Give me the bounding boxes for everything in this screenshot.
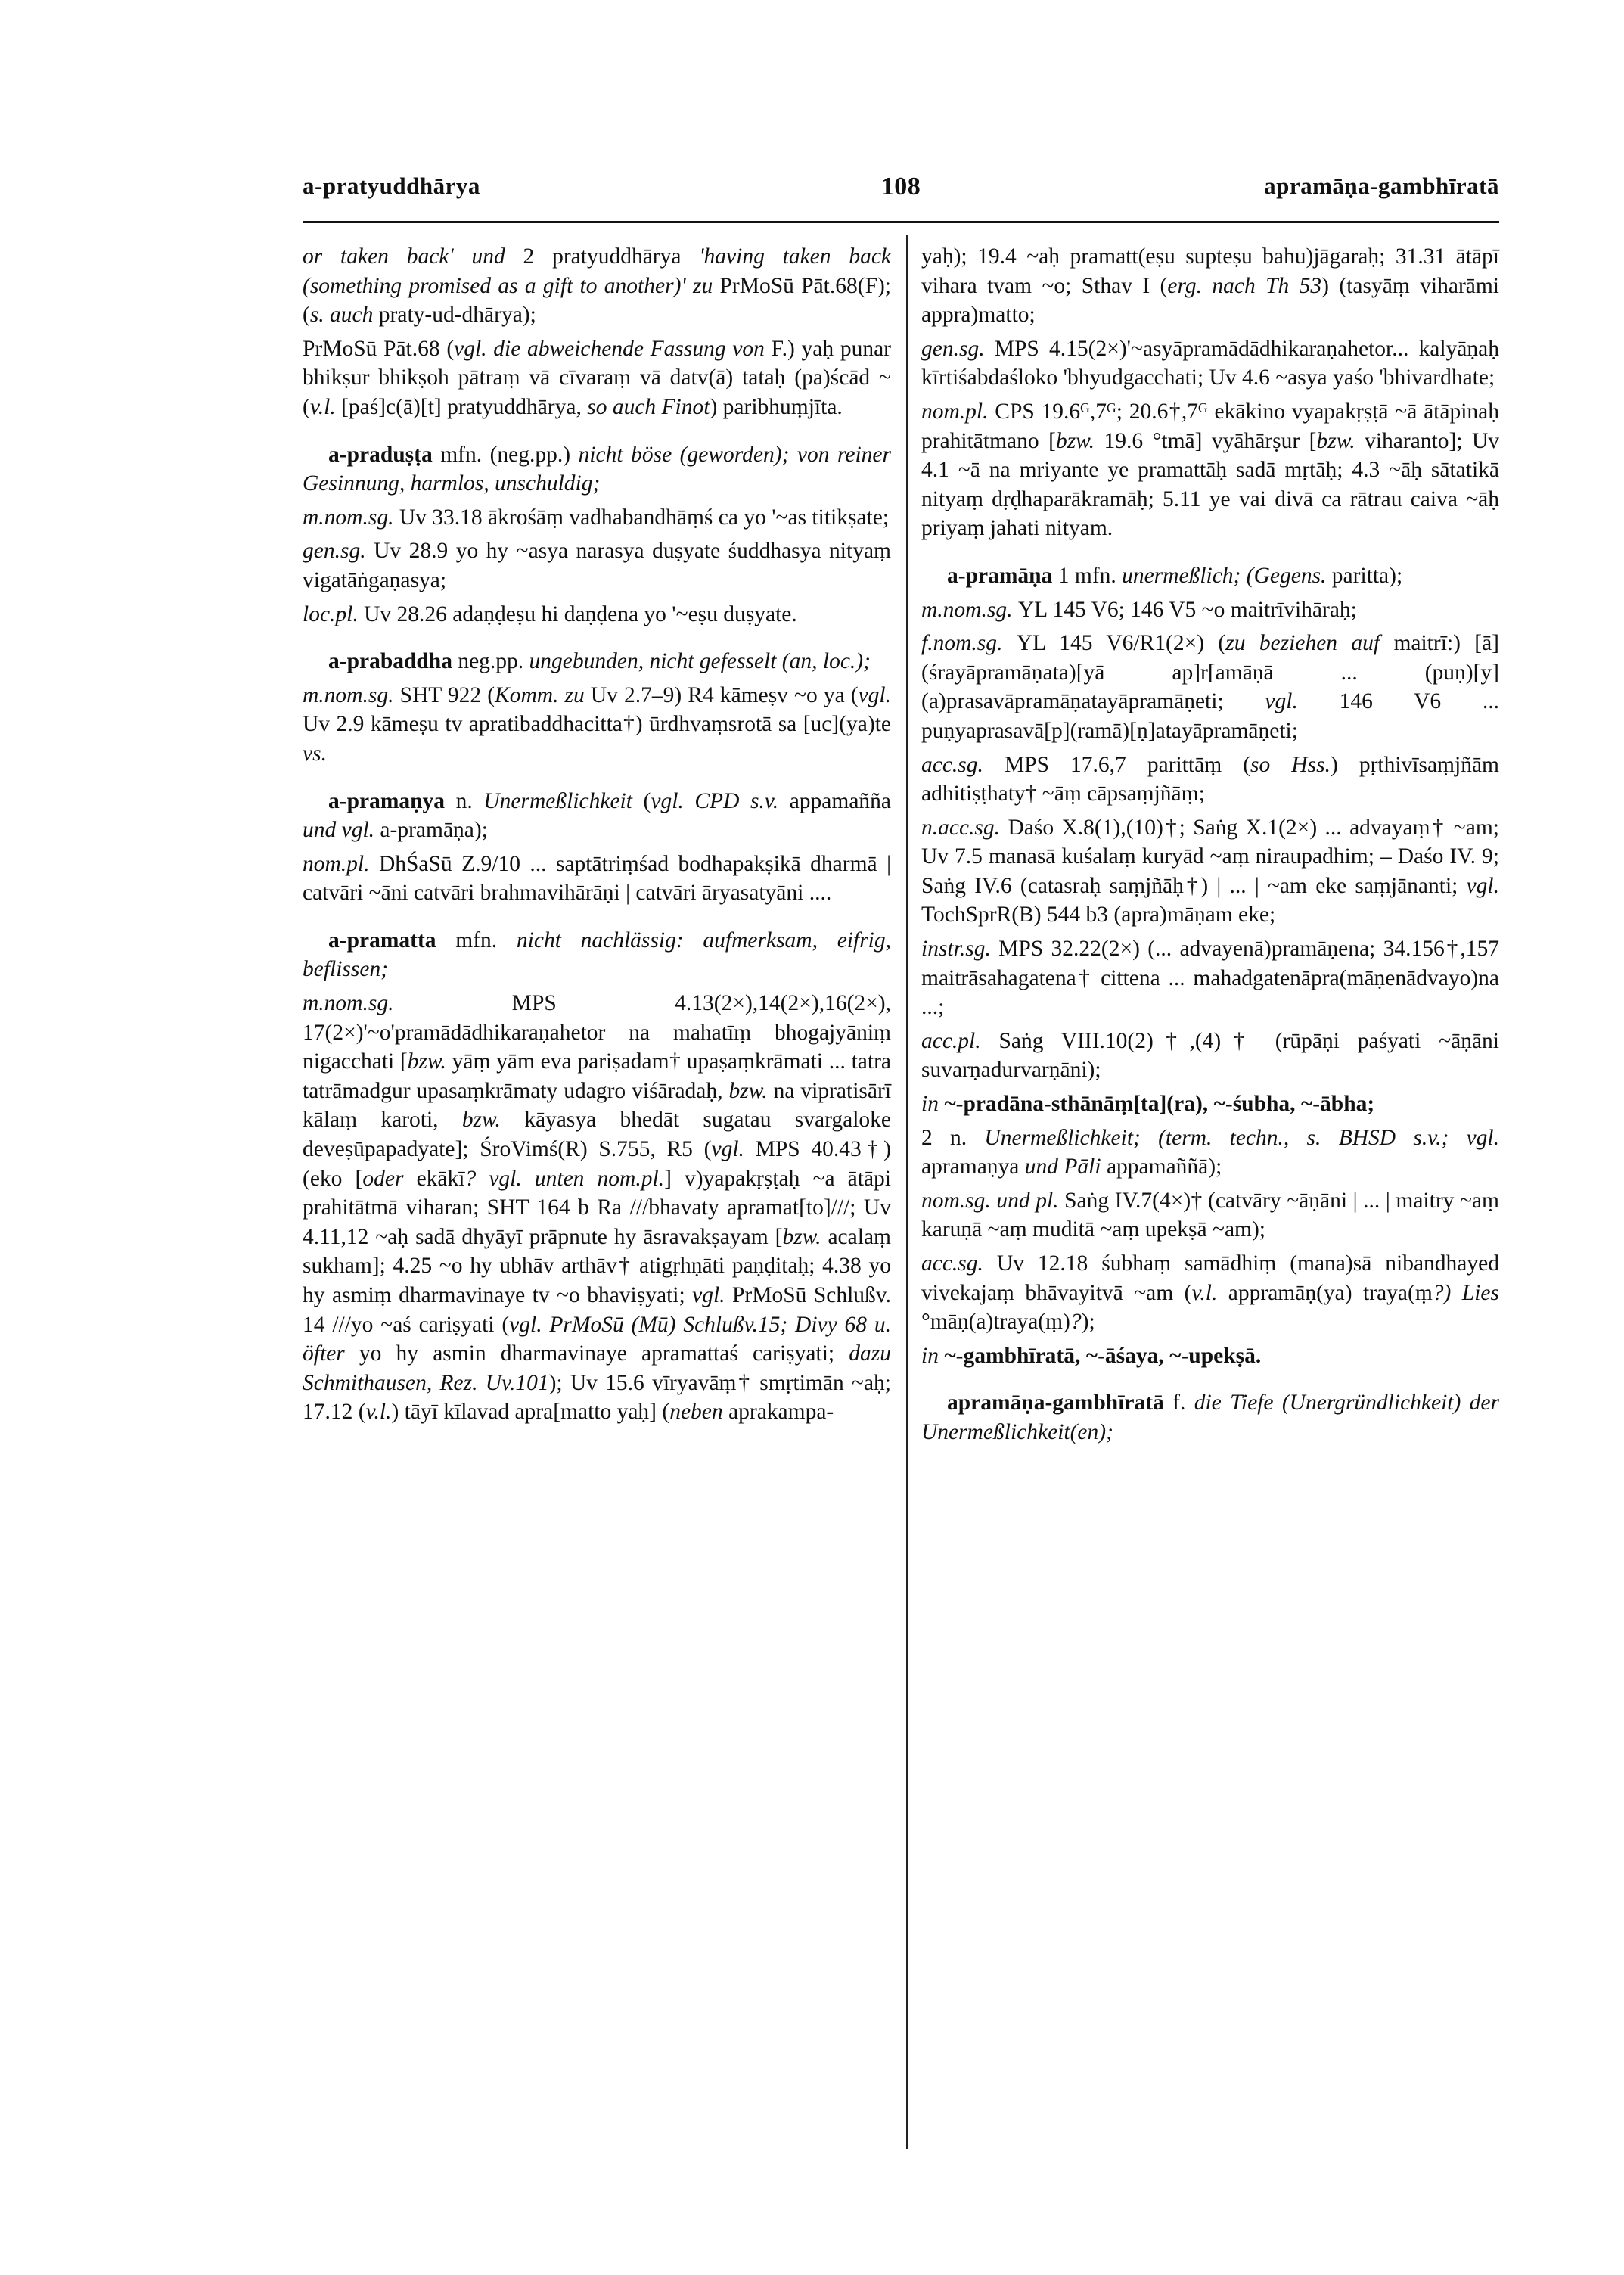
entry-text: F.) yaḥ punar bhikṣur bhikṣoh pātraṃ vā cīvaraṃ vā datv(ā) tataḥ (pa)ścād ~ (: [303, 336, 891, 419]
italic-gloss: bzw.: [1055, 428, 1104, 453]
entry-paragraph: [303, 536, 891, 595]
italic-gloss: und vgl.: [303, 818, 380, 843]
italic-gloss: Unermeßlichkeit; (term. techn., s. BHSD s.v.; vgl.: [984, 1125, 1499, 1150]
entry-paragraph: [921, 629, 1499, 745]
entry-text: appamaññā);: [1106, 1155, 1222, 1179]
entry-text: viharanto]; Uv 4.1 ~ā na mriyante ye pramattāḥ sadā mṛtāḥ; 4.3 ~āḥ sātatikā nityaṃ dṛḍhaparākramāḥ; 5.11 ye vai divā ca rātrau caiva ~āḥ priyaṃ jahati nityam.: [921, 428, 1500, 541]
italic-gloss: m.nom.sg.: [303, 991, 512, 1016]
entry-paragraph: [921, 595, 1499, 625]
entry-text: yaḥ); 19.4 ~aḥ pramatt(eṣu supteṣu bahu)jāgaraḥ; 31.31 ātāpī vihara tvam ~o; Sthav I (: [921, 244, 1499, 298]
entry-text: ) pṛthivīsaṃjñām adhitiṣṭhaty† ~āṃ cāpsaṃjñāṃ;: [921, 752, 1499, 807]
italic-gloss: vgl. die abweichende Fassung von: [454, 336, 772, 361]
italic-gloss: dazu Schmithausen, Rez. Uv.101: [303, 1341, 891, 1395]
italic-gloss: acc.sg.: [921, 752, 1005, 777]
italic-gloss: m.nom.sg.: [303, 505, 399, 530]
entry-text: );: [1081, 1310, 1095, 1335]
entry-text: acalaṃ sukham]; 4.25 ~o hy ubhāv arthāv† atigṛhṇāti paṇḍitaḥ; 4.38 yo hy asmiṃ dharmavinaye tv ~o bhaviṣyati;: [303, 1224, 891, 1307]
italic-gloss: instr.sg.: [921, 937, 999, 962]
entry-paragraph: [921, 1249, 1499, 1337]
entry-text: Uv 28.26 adaṇḍeṣu hi daṇḍena yo '~eṣu duṣyate.: [364, 601, 797, 626]
italic-gloss: or taken back' und: [303, 244, 523, 269]
italic-gloss: v.l.: [1191, 1280, 1228, 1305]
italic-gloss: loc.pl.: [303, 601, 365, 626]
italic-gloss: erg. nach Th 53: [1167, 273, 1322, 298]
entry-paragraph: [921, 1089, 1499, 1119]
entry-paragraph: [303, 242, 891, 330]
entry-text: ] v)yapakṛṣṭaḥ ~a ātāpi prahitātmā viharan; SHT 164 b Ra ///bhavaty apramat[to]///; Uv 4.11,12 ~aḥ sadā dhyāyī prāpnute hy āsravakṣayam [: [303, 1166, 891, 1249]
entry-text: a-pramāṇa);: [380, 818, 488, 843]
entry-paragraph: [921, 242, 1499, 330]
left-column: [303, 242, 891, 1427]
italic-gloss: vgl. PrMoSū (Mū) Schlußv.15; Divy 68 u. öfter: [303, 1312, 891, 1366]
entry-text: DhŚaSū Z.9/10 ... saptātriṃśad bodhapakṣikā dharmā | catvāri ~āni catvāri brahmavihārāṇi | catvāri āryasatyāni ....: [303, 851, 891, 906]
italic-gloss: ?: [1070, 1310, 1082, 1335]
entry-paragraph: [303, 334, 891, 422]
italic-gloss: vs.: [303, 741, 327, 766]
entry-paragraph: [921, 813, 1499, 930]
entry-text: mfn. (neg.pp.): [440, 442, 579, 467]
italic-gloss: nom.pl.: [303, 851, 379, 876]
italic-gloss: nicht nachlässig: aufmerksam, eifrig, beflissen;: [303, 928, 891, 982]
italic-gloss: vgl.: [1265, 689, 1340, 714]
entry-text: ekākī: [416, 1166, 465, 1191]
header-right-headword: apramāṇa-gambhīratā: [1264, 172, 1499, 199]
italic-gloss: v.l.: [309, 394, 342, 419]
italic-gloss: vgl.: [692, 1283, 733, 1307]
italic-gloss: in: [921, 1343, 945, 1368]
entry-text: 1 mfn.: [1057, 563, 1123, 588]
entry-text: [paś]c(ā)[t] pratyuddhārya,: [341, 394, 588, 419]
headword: a-prabaddha: [328, 649, 458, 674]
entry-paragraph: [303, 600, 891, 629]
italic-gloss: vgl.: [711, 1137, 756, 1162]
entry-paragraph: [921, 934, 1499, 1022]
column-divider: [906, 235, 908, 2149]
entry-text: Saṅg VIII.10(2)†,(4)† (rūpāṇi paśyati ~āṇāni suvarṇadurvarṇāni);: [921, 1028, 1499, 1083]
entry-paragraph: [921, 334, 1499, 393]
italic-gloss: neben: [669, 1400, 729, 1425]
entry-text: TochSprR(B) 544 b3 (apra)māṇam eke;: [921, 903, 1276, 928]
italic-gloss: gen.sg.: [303, 539, 374, 564]
italic-gloss: ? vgl. unten nom.pl.: [464, 1166, 665, 1191]
entry-paragraph: [921, 1124, 1499, 1182]
entry-text: CPS 19.6ᴳ,7ᴳ; 20.6†,7ᴳ ekākino vyapakṛṣṭā ~ā ātāpinaḥ prahitātmano [: [921, 399, 1499, 453]
entry-paragraph: [303, 989, 891, 1427]
entry-text: MPS 4.13(2×),14(2×),16(2×), 17(2×)'~o'pramādādhikaraṇahetor na mahatīṃ bhogajyāniṃ nigacchati [: [303, 991, 891, 1074]
entry-text: MPS 4.15(2×)'~asyāpramādādhikaraṇahetor... kalyāṇaḥ kīrtiśabdaśloko 'bhyudgacchati; Uv 4.6 ~asya yaśo 'bhivardhate;: [921, 336, 1499, 390]
entry-paragraph: [303, 681, 891, 769]
italic-gloss: s. auch: [309, 303, 379, 328]
italic-gloss: nom.sg. und pl.: [921, 1188, 1065, 1213]
entry-paragraph: [303, 647, 891, 676]
italic-gloss: nom.pl.: [921, 399, 995, 424]
entry-text: apramaṇya: [921, 1155, 1025, 1179]
italic-gloss: zu beziehen auf: [1225, 631, 1394, 656]
entry-text: ) paribhuṃjīta.: [710, 394, 843, 419]
italic-gloss: f.nom.sg.: [921, 631, 1017, 656]
entry-text: n.: [455, 788, 484, 813]
entry-text: PrMoSū Pāt.68(F); (: [303, 273, 891, 328]
italic-gloss: vgl.: [1466, 873, 1499, 898]
entry-text: SHT 922 (: [399, 682, 495, 707]
italic-gloss: in: [921, 1092, 945, 1117]
entry-paragraph: [921, 397, 1499, 543]
italic-gloss: ?) Lies: [1432, 1280, 1499, 1305]
entry-text: ) (tasyāṃ viharāmi appra)matto;: [921, 273, 1500, 328]
entry-text: maitrī:) [ā](śrayāpramāṇata)[yā ap]r[amāṇā ... (puṇ)[y](a)prasavāpramāṇatayāpramāṇeti;: [921, 631, 1499, 714]
entry-text: na vipratisārī kālaṃ karoti,: [303, 1078, 892, 1133]
entry-text: (: [643, 788, 651, 813]
entry-paragraph: [303, 787, 891, 845]
italic-gloss: bzw.: [782, 1224, 828, 1249]
running-header: [303, 172, 1499, 210]
italic-gloss: acc.sg.: [921, 1251, 997, 1276]
headword: ~-gambhīratā, ~-āśaya, ~-upekṣā.: [944, 1343, 1262, 1368]
italic-gloss: Komm. zu: [495, 682, 591, 707]
italic-gloss: m.nom.sg.: [921, 597, 1018, 622]
entry-text: mfn.: [455, 928, 517, 953]
right-column: [921, 242, 1499, 1447]
entry-text: PrMoSū Pāt.68 (: [303, 336, 455, 361]
entry-text: °māṇ(a)traya(ṃ): [921, 1310, 1070, 1335]
headword: apramāṇa-gambhīratā: [947, 1391, 1173, 1416]
header-left-headword: a-pratyuddhārya: [303, 172, 480, 199]
entry-paragraph: [921, 1186, 1499, 1245]
italic-gloss: acc.pl.: [921, 1028, 999, 1053]
italic-gloss: oder: [362, 1166, 417, 1191]
entry-text: ) tāyī kīlavad apra[matto yaḥ] (: [391, 1400, 670, 1425]
entry-text: 2 n.: [921, 1125, 985, 1150]
entry-text: 19.6 °tmā] vyāhārṣur [: [1104, 428, 1317, 453]
italic-gloss: unermeßlich; (Gegens.: [1122, 563, 1332, 588]
entry-paragraph: [303, 850, 891, 908]
italic-gloss: Unermeßlichkeit: [483, 788, 644, 813]
italic-gloss: bzw.: [461, 1108, 525, 1133]
italic-gloss: gen.sg.: [921, 336, 995, 361]
headword: ~-pradāna-sthānāṃ[ta](ra), ~-śubha, ~-ābha;: [944, 1092, 1375, 1117]
entry-text: Uv 33.18 ākrośāṃ vadhabandhāṃś ca yo '~as titikṣate;: [399, 505, 890, 530]
entry-paragraph: [303, 440, 891, 499]
entry-text: YL 145 V6; 146 V5 ~o maitrīvihāraḥ;: [1017, 597, 1357, 622]
italic-gloss: ungebunden, nicht gefesselt (an, loc.);: [529, 649, 871, 674]
entry-text: f.: [1172, 1391, 1194, 1416]
entry-paragraph: [921, 561, 1499, 591]
entry-text: Saṅg IV.7(4×)† (catvāry ~āṇāni | ... | maitry ~aṃ karuṇā ~aṃ muditā ~aṃ upekṣā ~am);: [921, 1188, 1499, 1242]
italic-gloss: 'having taken back (something promised as a gift to another)' zu: [303, 244, 892, 298]
entry-paragraph: [303, 503, 891, 533]
entry-text: MPS 32.22(2×) (... advayenā)pramāṇena; 34.156†,157 maitrāsahagatena† cittena ... mahadgatenāpra(māṇenādvayo)na ...;: [921, 937, 1499, 1020]
page-number: 108: [880, 172, 921, 200]
entry-text: yo hy asmin dharmavinaye apramattaś cariṣyati;: [359, 1341, 849, 1366]
italic-gloss: und Pāli: [1024, 1155, 1107, 1179]
entry-text: kāyasya bhedāt sugatau svargaloke deveṣūpapadyate]; ŚroVimś(R) S.755, R5 (: [303, 1108, 892, 1162]
entry-text: appamañña: [789, 788, 892, 813]
entry-text: Daśo X.8(1),(10)†; Saṅg X.1(2×) ... advayaṃ† ~am; Uv 7.5 manasā kuśalaṃ kuryād ~aṃ niraupadhim; – Daśo IV. 9; Saṅg IV.6 (catasraḥ saṃjñāḥ†) | ... | ~am eke saṃjānanti;: [921, 815, 1499, 898]
entry-text: 146 V6 ... puṇyaprasavā[p](ramā)[ṇ]atayāpramāṇeti;: [921, 689, 1499, 743]
entry-paragraph: [303, 926, 891, 984]
italic-gloss: vgl. CPD s.v.: [651, 788, 790, 813]
entry-paragraph: [921, 751, 1499, 809]
entry-text: ); Uv 15.6 vīryavāṃ† smṛtimān ~aḥ; 17.12 (: [303, 1370, 891, 1425]
entry-text: appramāṇ(ya) traya(ṃ: [1228, 1280, 1433, 1305]
entry-text: Uv 12.18 śubhaṃ samādhiṃ (mana)sā nibandhayed vivekajaṃ bhāvayitvā ~am (: [921, 1251, 1499, 1305]
italic-gloss: n.acc.sg.: [921, 815, 1008, 840]
entry-text: MPS 17.6,7 parittāṃ (: [1004, 752, 1251, 777]
entry-text: neg.pp.: [458, 649, 529, 674]
entry-text: MPS 40.43†) (eko [: [303, 1137, 892, 1191]
entry-text: 2 pratyuddhārya: [523, 244, 700, 269]
entry-paragraph: [921, 1027, 1499, 1085]
entry-text: PrMoSū Schlußv. 14 ///yo ~aś cariṣyati (: [303, 1283, 891, 1337]
header-rule: [303, 221, 1499, 223]
entry-text: YL 145 V6/R1(2×) (: [1016, 631, 1226, 656]
italic-gloss: so Hss.: [1250, 752, 1331, 777]
italic-gloss: bzw.: [1316, 428, 1365, 453]
entry-text: Uv 28.9 yo hy ~asya narasya duṣyate śuddhasya nityaṃ vigatāṅgaṇasya;: [303, 539, 891, 592]
entry-text: paritta);: [1331, 563, 1403, 588]
italic-gloss: so auch Finot: [587, 394, 710, 419]
entry-text: Uv 2.9 kāmeṣu tv apratibaddhacitta†) ūrdhvaṃsrotā sa [uc](ya)te: [303, 712, 891, 737]
italic-gloss: bzw.: [728, 1078, 774, 1103]
entry-text: yāṃ yām eva pariṣadam† upaṣaṃkrāmati ... tatra tatrāmadgur upasaṃkrāmaty udagro viśāradaḥ,: [303, 1049, 892, 1103]
entry-text: Uv 2.7–9) R4 kāmeṣv ~o ya (: [590, 682, 859, 707]
italic-gloss: v.l.: [365, 1400, 392, 1425]
italic-gloss: vgl.: [858, 682, 892, 707]
entry-text: aprakampa-: [728, 1400, 834, 1425]
headword: a-praduṣṭa: [328, 442, 441, 467]
headword: a-pramatta: [328, 928, 456, 953]
italic-gloss: nicht böse (geworden); von reiner Gesinnung, harmlos, unschuldig;: [303, 442, 891, 496]
entry-paragraph: [921, 1388, 1499, 1447]
italic-gloss: bzw.: [407, 1049, 452, 1074]
entry-paragraph: [921, 1341, 1499, 1371]
headword: a-pramāṇa: [947, 563, 1058, 588]
headword: a-pramaṇya: [328, 788, 456, 813]
italic-gloss: die Tiefe (Unergründlichkeit) der Unermeßlichkeit(en);: [921, 1391, 1499, 1444]
italic-gloss: m.nom.sg.: [303, 682, 400, 707]
entry-text: praty-ud-dhārya);: [378, 303, 536, 328]
